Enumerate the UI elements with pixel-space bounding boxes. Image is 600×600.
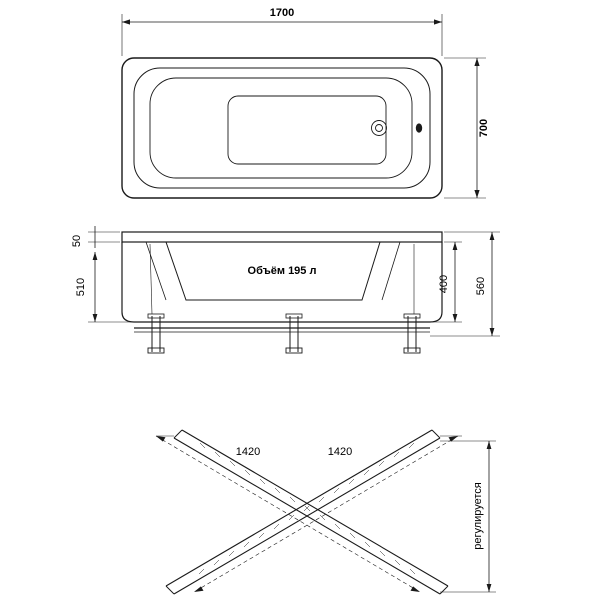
tub-rim-band: [122, 232, 442, 242]
tub-bowl-profile-left: [146, 242, 166, 300]
dim-400-arrow-bottom: [453, 314, 458, 322]
dim-width-label: 1700: [269, 7, 295, 19]
dim-adjustable-arrow-bottom: [487, 584, 492, 592]
drain-icon: [372, 121, 387, 136]
dim-510-label: 510: [75, 277, 87, 297]
frame-view-group: [156, 430, 496, 594]
leg-center: [286, 314, 302, 353]
leg-right: [404, 314, 420, 353]
volume-label: Объём 195 л: [247, 265, 317, 277]
dim-width-arrow-right: [434, 19, 442, 24]
dim-width-arrow-left: [122, 19, 130, 24]
dim-560-arrow-top: [490, 232, 495, 240]
tub-bowl-floor: [228, 96, 386, 164]
dim-depth-label: 700: [478, 118, 490, 138]
dim-bar-a-label: 1420: [235, 446, 261, 458]
top-view-group: [122, 7, 490, 198]
overflow-icon: [416, 123, 422, 132]
brace-left: [150, 244, 152, 314]
dim-adjustable-arrow-top: [487, 441, 492, 449]
dim-adjustable-label: регулируется: [472, 482, 484, 550]
dim-rim-label: 50: [71, 234, 83, 248]
tub-bowl-outline: [150, 78, 412, 178]
dim-560-arrow-bottom: [490, 328, 495, 336]
dim-depth-arrow-bottom: [474, 190, 479, 198]
front-view-group: [71, 226, 500, 353]
dim-400-arrow-top: [453, 242, 458, 250]
dim-560-label: 560: [475, 276, 487, 296]
dim-510-arrow-bottom: [93, 314, 98, 322]
tub-bowl-profile-right: [382, 242, 400, 300]
dim-510-arrow-top: [93, 252, 98, 260]
leg-left: [148, 314, 164, 353]
dim-400-label: 400: [438, 274, 450, 294]
dim-bar-b-label: 1420: [327, 446, 353, 458]
dim-depth-arrow-top: [474, 58, 479, 66]
drain-inner-icon: [376, 125, 383, 132]
